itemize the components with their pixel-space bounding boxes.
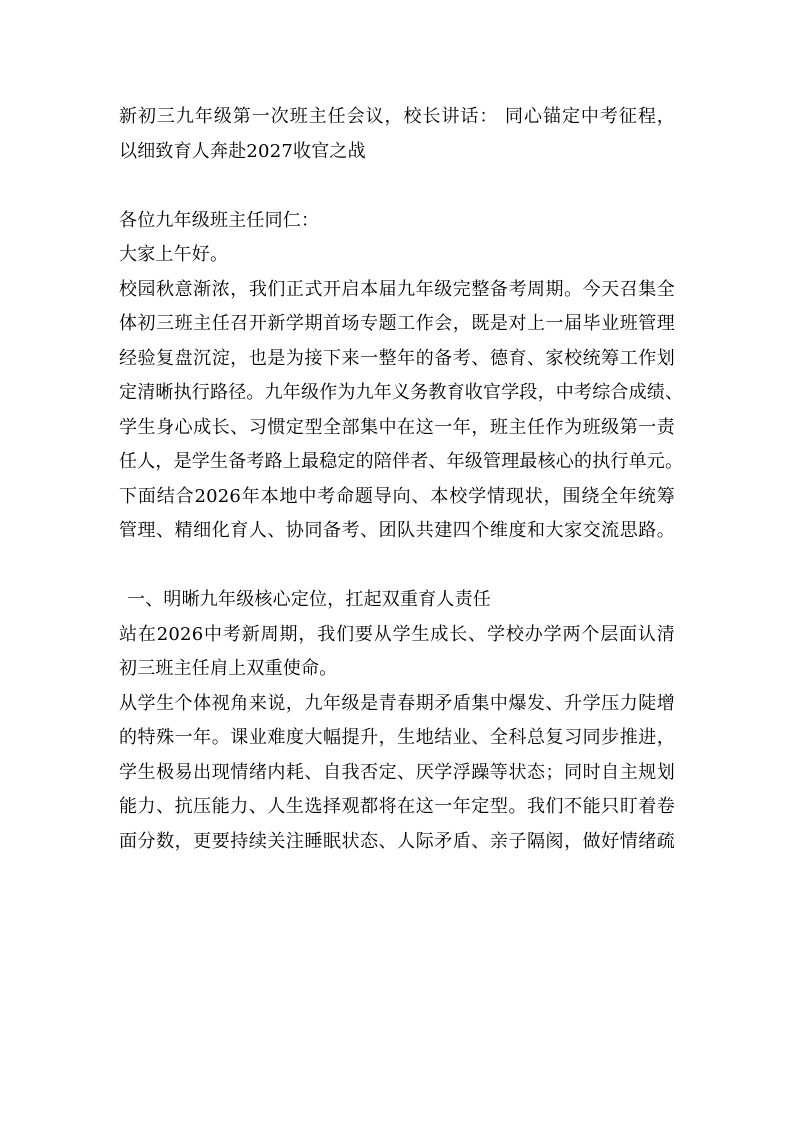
intro-line: 下面结合2026年本地中考命题导向、本校学情现状，围绕全年统筹 bbox=[119, 485, 675, 507]
greeting: 各位九年级班主任同仁： bbox=[119, 209, 320, 231]
document-page bbox=[119, 100, 684, 859]
title-line-2: 以细致育人奔赴2027收官之战 bbox=[119, 140, 366, 162]
intro-line: 管理、精细化育人、协同备考、团队共建四个维度和大家交流思路。 bbox=[119, 520, 675, 541]
section1-para2-line: 从学生个体视角来说，九年级是青春期矛盾集中爆发、升学压力陡增 bbox=[119, 692, 675, 714]
section1-para2-line: 的特殊一年。课业难度大幅提升，生地结业、全科总复习同步推进， bbox=[119, 727, 675, 748]
salutation: 大家上午好。 bbox=[119, 244, 229, 265]
section1-para1-line: 初三班主任肩上双重使命。 bbox=[119, 658, 338, 679]
section-heading: 一、明晰九年级核心定位，扛起双重育人责任 bbox=[127, 589, 491, 610]
intro-line: 校园秋意渐浓，我们正式开启本届九年级完整备考周期。今天召集全 bbox=[119, 278, 675, 300]
intro-line: 经验复盘沉淀，也是为接下来一整年的备考、德育、家校统筹工作划 bbox=[119, 347, 675, 369]
intro-line: 任人，是学生备考路上最稳定的陪伴者、年级管理最核心的执行单元。 bbox=[119, 451, 684, 472]
intro-line: 学生身心成长、习惯定型全部集中在这一年，班主任作为班级第一责 bbox=[119, 416, 675, 438]
section1-para2-line: 学生极易出现情绪内耗、自我否定、厌学浮躁等状态；同时自主规划 bbox=[119, 761, 675, 783]
section1-para2-line: 能力、抗压能力、人生选择观都将在这一年定型。我们不能只盯着卷 bbox=[119, 796, 675, 817]
title-line-1: 新初三九年级第一次班主任会议，校长讲话： 同心锚定中考征程， bbox=[119, 106, 675, 127]
spacer bbox=[119, 549, 675, 584]
spacer bbox=[119, 169, 675, 204]
section1-para2-line: 面分数，更要持续关注睡眠状态、人际矛盾、亲子隔阂，做好情绪疏 bbox=[119, 830, 675, 852]
intro-line: 体初三班主任召开新学期首场专题工作会，既是对上一届毕业班管理 bbox=[119, 313, 675, 334]
section1-para1-line: 站在2026中考新周期，我们要从学生成长、学校办学两个层面认清 bbox=[119, 623, 675, 645]
intro-line: 定清晰执行路径。九年级作为九年义务教育收官学段，中考综合成绩、 bbox=[119, 382, 684, 403]
